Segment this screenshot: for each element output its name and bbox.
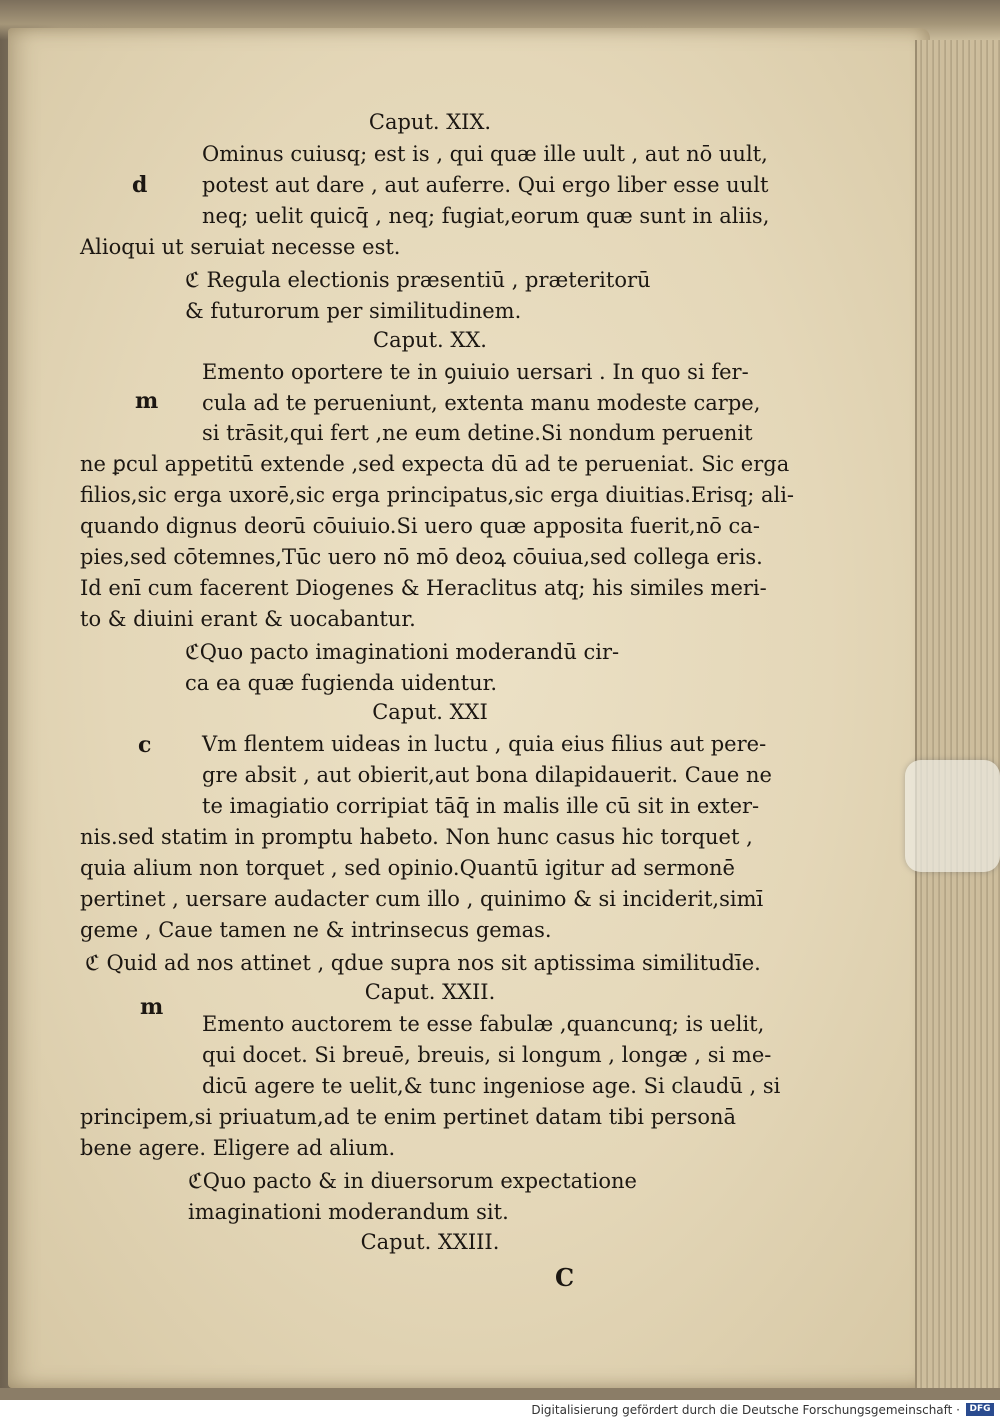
guide-letter: m bbox=[135, 388, 159, 414]
text-line: si trāsit,qui fert ,ne eum detine.Si nondum peruenit bbox=[202, 421, 753, 445]
text-line: quia alium non torquet , sed opinio.Quantū igitur ad sermonē bbox=[80, 856, 735, 880]
text-line: bene agere. Eligere ad alium. bbox=[80, 1136, 396, 1160]
text-line: filios,sic erga uxorē,sic erga principatus,sic erga diuitias.Erisq; ali- bbox=[80, 483, 794, 507]
text-line: to & diuini erant & uocabantur. bbox=[80, 607, 416, 631]
dfg-logo: DFG bbox=[966, 1403, 994, 1416]
signature-mark: C bbox=[555, 1263, 575, 1292]
section-title: ℭ Quid ad nos attinet , qdue supra nos sit aptissima similitudīe. bbox=[85, 951, 761, 975]
book-bottom-edge bbox=[0, 1388, 1000, 1400]
text-line: Vm flentem uideas in luctu , quia eius filius aut pere- bbox=[202, 732, 767, 756]
text-line: principem,si priuatum,ad te enim pertinet datam tibi personā bbox=[80, 1105, 737, 1129]
text-line: cula ad te perueniunt, extenta manu modeste carpe, bbox=[202, 391, 761, 415]
chapter-heading: Caput. XXII. bbox=[364, 980, 496, 1004]
chapter-heading: Caput. XXI bbox=[372, 700, 488, 724]
guide-letter: c bbox=[138, 732, 152, 758]
text-line: Id enī cum facerent Diogenes & Heraclitus atq; his similes meri- bbox=[80, 576, 767, 600]
text-line: pertinet , uersare audacter cum illo , quinimo & si inciderit,simī bbox=[80, 887, 764, 911]
section-title: imaginationi moderandum sit. bbox=[188, 1200, 509, 1224]
text-line: qui docet. Si breuē, breuis, si longum , longæ , si me- bbox=[202, 1043, 772, 1067]
footer-bar bbox=[0, 1400, 1000, 1420]
guide-letter: d bbox=[132, 172, 148, 198]
text-line: geme , Caue tamen ne & intrinsecus gemas. bbox=[80, 918, 552, 942]
text-line: quando dignus deorū cōuiuio.Si uero quæ apposita fuerit,nō ca- bbox=[80, 514, 760, 538]
text-line: neq; uelit quicq̄ , neq; fugiat,eorum quæ sunt in aliis, bbox=[202, 204, 770, 228]
section-title: ℭQuo pacto & in diuersorum expectatione bbox=[188, 1169, 637, 1193]
text-line: pies,sed cōtemnes,Tūc uero nō mō deoꝝ cōuiua,sed collega eris. bbox=[80, 545, 763, 569]
text-line: potest aut dare , aut auferre. Qui ergo liber esse uult bbox=[202, 173, 769, 197]
text-line: nis.sed statim in promptu habeto. Non hunc casus hic torquet , bbox=[80, 825, 753, 849]
text-line: gre absit , aut obierit,aut bona dilapidauerit. Caue ne bbox=[202, 763, 772, 787]
chapter-heading: Caput. XIX. bbox=[368, 110, 492, 134]
section-title: ℭ Regula electionis præsentiū , præteritorū bbox=[185, 268, 651, 292]
section-title: ℭQuo pacto imaginationi moderandū cir- bbox=[185, 640, 620, 664]
text-line: Alioqui ut seruiat necesse est. bbox=[80, 235, 401, 259]
text-line: Emento auctorem te esse fabulæ ,quancunq; is uelit, bbox=[202, 1012, 765, 1036]
text-line: Emento oportere te in ꝯuiuio uersari . In quo si fer- bbox=[202, 360, 749, 384]
chapter-heading: Caput. XX. bbox=[373, 328, 487, 352]
guide-letter: m bbox=[140, 994, 164, 1020]
text-line: Ominus cuiusq; est is , qui quæ ille uult , aut nō uult, bbox=[202, 142, 768, 166]
page-fore-edge bbox=[915, 40, 1000, 1400]
text-line: dicū agere te uelit,& tunc ingeniose age. Si claudū , si bbox=[202, 1074, 781, 1098]
text-line: te imagiatio corripiat tāq̄ in malis ille cū sit in exter- bbox=[202, 794, 760, 818]
clip-tab bbox=[905, 760, 1000, 872]
section-title: & futurorum per similitudinem. bbox=[185, 299, 522, 323]
section-title: ca ea quæ fugienda uidentur. bbox=[185, 671, 498, 695]
chapter-heading: Caput. XXIII. bbox=[360, 1230, 500, 1254]
text-line: ne ꝑcul appetitū extende ,sed expecta dū ad te perueniat. Sic erga bbox=[80, 452, 790, 476]
funding-note: Digitalisierung gefördert durch die Deutsche Forschungsgemeinschaft · bbox=[531, 1403, 960, 1417]
